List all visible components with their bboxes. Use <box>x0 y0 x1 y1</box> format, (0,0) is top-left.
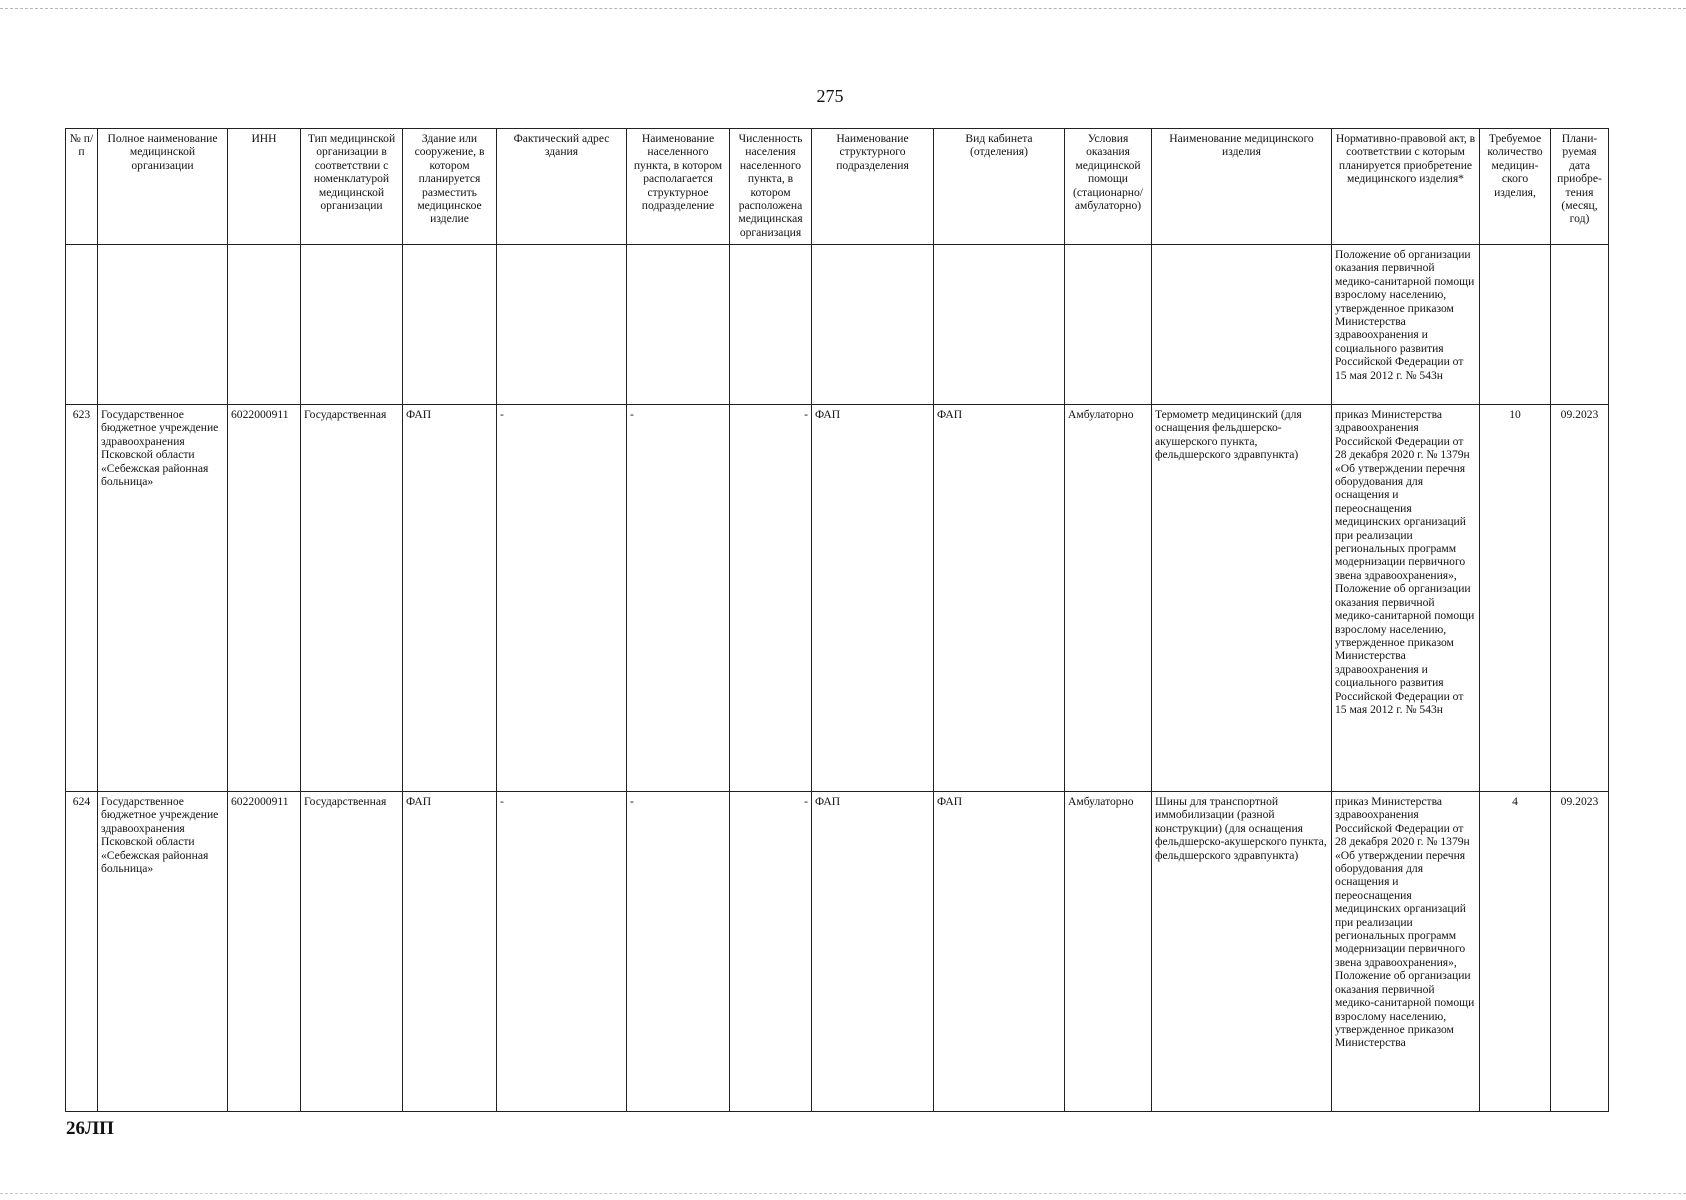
col-header-subdivision: Наименование структурного подразделения <box>812 129 934 245</box>
table-header-row <box>66 129 1609 245</box>
cell-empty <box>1065 245 1152 405</box>
cell-subdivision: ФАП <box>812 792 934 1112</box>
cell-organization: Государственное бюджетное учреждение здравоохранения Псковской области «Себежская районная больница» <box>98 792 228 1112</box>
col-header-settlement: Наименование населенного пункта, в котором располагается структурное подразделение <box>627 129 730 245</box>
cell-empty <box>497 245 627 405</box>
col-header-normative-act: Нормативно-правовой акт, в соответствии с которым планируется приобретение медицинского изделия* <box>1332 129 1480 245</box>
cell-empty <box>301 245 403 405</box>
cell-device: Шины для транспортной иммобилизации (разной конструкции) (для оснащения фельдшерско-акушерского пункта, фельдшерского здравпункта) <box>1152 792 1332 1112</box>
cell-org-type: Государственная <box>301 405 403 792</box>
cell-conditions: Амбулаторно <box>1065 405 1152 792</box>
cell-subdivision: ФАП <box>812 405 934 792</box>
table-row-continuation <box>66 245 1609 405</box>
cell-empty <box>627 245 730 405</box>
col-header-conditions: Условия оказания медицинской помощи (стационарно/ амбулаторно) <box>1065 129 1152 245</box>
cell-settlement: - <box>627 792 730 1112</box>
cell-building: ФАП <box>403 792 497 1112</box>
col-header-cabinet: Вид кабинета (отделения) <box>934 129 1065 245</box>
table-row <box>66 405 1609 792</box>
cell-quantity: 10 <box>1480 405 1551 792</box>
cell-empty <box>730 245 812 405</box>
col-header-num: № п/п <box>66 129 98 245</box>
col-header-population: Численность населения населенного пункта, в котором расположена медицинская организация <box>730 129 812 245</box>
cell-organization: Государственное бюджетное учреждение здравоохранения Псковской области «Себежская районная больница» <box>98 405 228 792</box>
scan-border-top <box>0 8 1686 9</box>
col-header-inn: ИНН <box>228 129 301 245</box>
col-header-address: Фактический адрес здания <box>497 129 627 245</box>
col-header-device: Наименование медицинского изделия <box>1152 129 1332 245</box>
cell-address: - <box>497 792 627 1112</box>
cell-empty <box>934 245 1065 405</box>
col-header-quantity: Требуемое количество медицин-ского изделия, <box>1480 129 1551 245</box>
cell-cabinet: ФАП <box>934 405 1065 792</box>
cell-inn: 6022000911 <box>228 405 301 792</box>
cell-empty <box>403 245 497 405</box>
cell-empty <box>228 245 301 405</box>
col-header-organization: Полное наименование медицинской организации <box>98 129 228 245</box>
cell-settlement: - <box>627 405 730 792</box>
col-header-org-type: Тип медицинской организации в соответствии с номенклатурой медицинской организации <box>301 129 403 245</box>
col-header-date: Плани-руемая дата приобре-тения (месяц, год) <box>1551 129 1609 245</box>
cell-org-type: Государственная <box>301 792 403 1112</box>
medical-equipment-table <box>65 128 1609 1112</box>
scan-border-bottom <box>0 1193 1686 1194</box>
cell-cabinet: ФАП <box>934 792 1065 1112</box>
footer-mark: 26ЛП <box>66 1118 114 1139</box>
cell-num: 623 <box>66 405 98 792</box>
cell-building: ФАП <box>403 405 497 792</box>
page-number: 275 <box>816 86 844 106</box>
cell-empty <box>1480 245 1551 405</box>
cell-empty <box>1152 245 1332 405</box>
cell-date: 09.2023 <box>1551 792 1609 1112</box>
cell-empty <box>1551 245 1609 405</box>
cell-empty <box>98 245 228 405</box>
cell-population: - <box>730 792 812 1112</box>
cell-num: 624 <box>66 792 98 1112</box>
table-row <box>66 792 1609 1112</box>
cell-empty <box>812 245 934 405</box>
cell-date: 09.2023 <box>1551 405 1609 792</box>
cell-empty <box>66 245 98 405</box>
cell-device: Термометр медицинский (для оснащения фельдшерско-акушерского пункта, фельдшерского здравпункта) <box>1152 405 1332 792</box>
cell-inn: 6022000911 <box>228 792 301 1112</box>
cell-quantity: 4 <box>1480 792 1551 1112</box>
cell-normative-act: приказ Министерства здравоохранения Российской Федерации от 28 декабря 2020 г. № 1379н «Об утверждении перечня оборудования для оснащения и переоснащения медицинских организаций при реализации региональных программ модернизации первичного звена здравоохранения», Положение об организации оказания первичной медико-санитарной помощи взрослому населению, утвержденное приказом Министерства здравоохранения и социального развития Российской Федерации от 15 мая 2012 г. № 543н <box>1332 405 1480 792</box>
cell-normative-act: приказ Министерства здравоохранения Российской Федерации от 28 декабря 2020 г. № 1379н «Об утверждении перечня оборудования для оснащения и переоснащения медицинских организаций при реализации региональных программ модернизации первичного звена здравоохранения», Положение об организации оказания первичной медико-санитарной помощи взрослому населению, утвержденное приказом Министерства <box>1332 792 1480 1112</box>
cell-normative-act: Положение об организации оказания первичной медико-санитарной помощи взрослому населению, утвержденное приказом Министерства здравоохранения и социального развития Российской Федерации от 15 мая 2012 г. № 543н <box>1332 245 1480 405</box>
col-header-building: Здание или сооружение, в котором планируется разместить медицинское изделие <box>403 129 497 245</box>
cell-address: - <box>497 405 627 792</box>
cell-conditions: Амбулаторно <box>1065 792 1152 1112</box>
cell-population: - <box>730 405 812 792</box>
